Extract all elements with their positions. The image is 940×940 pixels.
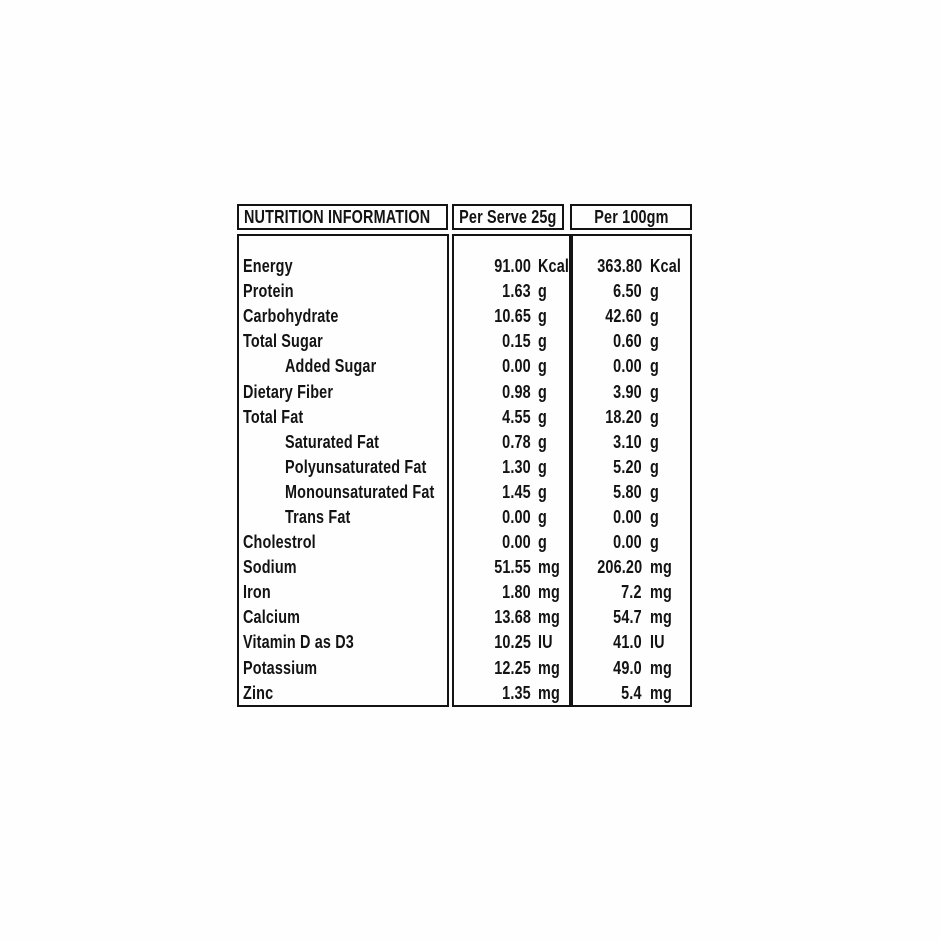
- row-label: Monounsaturated Fat: [285, 481, 435, 502]
- per-serve-value: 0.00: [502, 532, 531, 553]
- per-serve-unit: g: [538, 406, 547, 427]
- per-serve-value: 91.00: [494, 256, 531, 277]
- table-row: [237, 329, 692, 354]
- per-serve-value: 1.63: [502, 281, 531, 302]
- per-100-value: 5.80: [613, 481, 642, 502]
- table-row: [237, 455, 692, 480]
- per-serve-unit: g: [538, 532, 547, 553]
- per-100-unit: mg: [650, 607, 672, 628]
- per-serve-value: 0.98: [502, 381, 531, 402]
- per-100-value: 5.4: [621, 682, 642, 703]
- per-serve-value: 0.78: [502, 431, 531, 452]
- per-serve-unit: g: [538, 281, 547, 302]
- per-serve-value: 13.68: [494, 607, 531, 628]
- per-100-value: 54.7: [613, 607, 642, 628]
- row-label: Energy: [243, 256, 293, 277]
- header-label: Per 100gm: [593, 207, 669, 227]
- table-rows: [237, 234, 692, 706]
- per-serve-value: 12.25: [494, 657, 531, 678]
- per-100-value: 0.00: [613, 356, 642, 377]
- per-serve-value: 1.45: [502, 481, 531, 502]
- per-100-unit: g: [650, 381, 659, 402]
- per-serve-unit: g: [538, 356, 547, 377]
- per-serve-value: 4.55: [502, 406, 531, 427]
- table-row: [237, 580, 692, 605]
- per-100-unit: IU: [650, 632, 665, 653]
- per-100-unit: g: [650, 306, 659, 327]
- per-serve-value: 0.00: [502, 356, 531, 377]
- per-serve-unit: mg: [538, 607, 560, 628]
- per-100-unit: mg: [650, 582, 672, 603]
- per-serve-unit: g: [538, 456, 547, 477]
- per-serve-unit: mg: [538, 582, 560, 603]
- per-serve-value: 10.65: [494, 306, 531, 327]
- row-label: Dietary Fiber: [243, 381, 334, 402]
- table-row: [237, 379, 692, 404]
- per-100-value: 363.80: [596, 256, 642, 277]
- table-row: [237, 530, 692, 555]
- row-label: Vitamin D as D3: [243, 632, 354, 653]
- row-label: Carbohydrate: [243, 306, 339, 327]
- header-cell-per-100gm: [570, 204, 692, 230]
- table-row: [237, 304, 692, 329]
- table-row: [237, 630, 692, 655]
- row-label: Calcium: [243, 607, 301, 628]
- per-100-value: 206.20: [596, 557, 642, 578]
- per-serve-value: 51.55: [494, 557, 531, 578]
- table-row: [237, 354, 692, 379]
- per-100-unit: mg: [650, 682, 672, 703]
- table-row: [237, 681, 692, 706]
- per-100-unit: g: [650, 532, 659, 553]
- row-label: Sodium: [243, 557, 297, 578]
- per-serve-unit: Kcal: [538, 256, 570, 277]
- header-cell-nutrition-information: [237, 204, 448, 230]
- per-100-unit: Kcal: [650, 256, 682, 277]
- table-row: [237, 480, 692, 505]
- per-serve-unit: mg: [538, 657, 560, 678]
- table-row: [237, 279, 692, 304]
- per-100-value: 41.0: [613, 632, 642, 653]
- row-label: Protein: [243, 281, 294, 302]
- per-serve-unit: g: [538, 481, 547, 502]
- per-100-value: 5.20: [613, 456, 642, 477]
- per-100-unit: g: [650, 506, 659, 527]
- per-100-value: 0.60: [613, 331, 642, 352]
- per-100-unit: g: [650, 431, 659, 452]
- per-serve-unit: mg: [538, 682, 560, 703]
- per-serve-value: 0.15: [502, 331, 531, 352]
- row-label: Zinc: [243, 682, 274, 703]
- row-label: Total Sugar: [243, 331, 323, 352]
- per-serve-unit: g: [538, 381, 547, 402]
- per-serve-unit: mg: [538, 557, 560, 578]
- per-serve-value: 10.25: [494, 632, 531, 653]
- per-100-value: 7.2: [621, 582, 642, 603]
- per-100-value: 49.0: [613, 657, 642, 678]
- per-100-unit: g: [650, 356, 659, 377]
- per-serve-value: 1.35: [502, 682, 531, 703]
- per-serve-unit: g: [538, 306, 547, 327]
- per-100-unit: g: [650, 481, 659, 502]
- per-serve-unit: g: [538, 431, 547, 452]
- header-label: Per Serve 25g: [459, 207, 557, 227]
- table-row: [237, 605, 692, 630]
- per-100-unit: g: [650, 406, 659, 427]
- per-100-value: 0.00: [613, 532, 642, 553]
- per-100-unit: g: [650, 281, 659, 302]
- row-label: Added Sugar: [285, 356, 377, 377]
- table-row: [237, 254, 692, 279]
- per-serve-unit: g: [538, 506, 547, 527]
- table-row: [237, 656, 692, 681]
- table-row: [237, 405, 692, 430]
- row-label: Total Fat: [243, 406, 304, 427]
- row-label: Potassium: [243, 657, 318, 678]
- table-row: [237, 555, 692, 580]
- per-serve-value: 0.00: [502, 506, 531, 527]
- per-100-value: 6.50: [613, 281, 642, 302]
- per-100-unit: g: [650, 456, 659, 477]
- per-100-unit: mg: [650, 557, 672, 578]
- nutrition-table: [237, 204, 692, 707]
- header-label: NUTRITION INFORMATION: [244, 207, 431, 227]
- row-label: Trans Fat: [285, 506, 351, 527]
- per-100-value: 18.20: [605, 406, 642, 427]
- per-100-unit: g: [650, 331, 659, 352]
- per-100-value: 0.00: [613, 506, 642, 527]
- per-serve-unit: IU: [538, 632, 553, 653]
- per-serve-unit: g: [538, 331, 547, 352]
- per-100-unit: mg: [650, 657, 672, 678]
- per-100-value: 3.90: [613, 381, 642, 402]
- row-label: Saturated Fat: [285, 431, 380, 452]
- header-cell-per-serve: [452, 204, 564, 230]
- table-row: [237, 505, 692, 530]
- per-serve-value: 1.80: [502, 582, 531, 603]
- row-label: Iron: [243, 582, 271, 603]
- table-row: [237, 430, 692, 455]
- row-label: Cholestrol: [243, 532, 316, 553]
- per-100-value: 3.10: [613, 431, 642, 452]
- row-label: Polyunsaturated Fat: [285, 456, 427, 477]
- per-100-value: 42.60: [605, 306, 642, 327]
- per-serve-value: 1.30: [502, 456, 531, 477]
